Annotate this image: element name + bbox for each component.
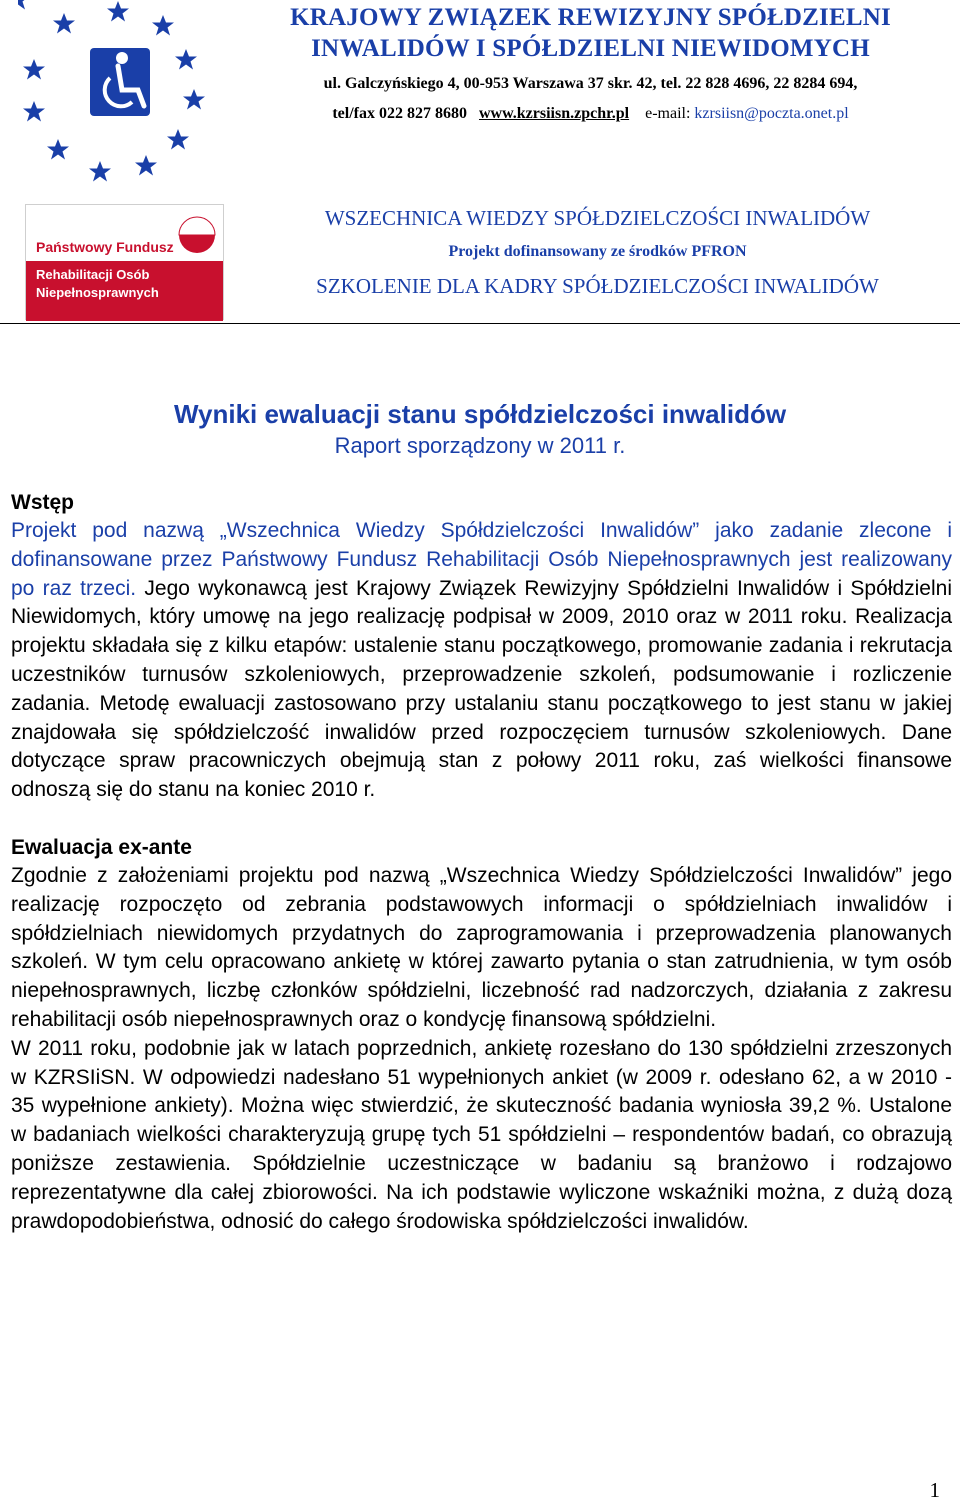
page-number: 1 [929, 1478, 940, 1502]
email-label: e-mail: [645, 105, 691, 122]
report-content [11, 488, 952, 1236]
project-title: WSZECHNICA WIEDZY SPÓŁDZIELCZOŚCI INWALIDÓW [324, 206, 871, 230]
website-link[interactable]: www.kzrsiisn.zpchr.pl [478, 105, 630, 122]
paragraph-ex-ante-2 [11, 1035, 952, 1237]
address-line2 [228, 103, 953, 124]
section-heading-intro: Wstęp [11, 491, 74, 514]
pfron-text-line2: Rehabilitacji Osób [36, 267, 150, 282]
wheelchair-stars-logo [18, 0, 218, 185]
paragraph-ex-ante-2-text: W 2011 roku, podobnie jak w latach poprzednich, ankietę rozesłano do 130 spółdzielni zrzeszonych w KZRSIiSN. W odpowiedzi nadesłano 51 wypełnionych ankiet (w 2009 r. odesłano 62, a w 2010 - 35 wypełnione ankiety). Można więc stwierdzić, że skuteczność badania wyniosła 39,2 %. Ustalone w badaniach wielkości charakteryzują grupę tych 51 spółdzielni – respondentów badań, co obrazują poniższe zestawienia. Spółdzielnie uczestniczące w badaniu są branżowo i rodzajowo reprezentatywne dla całej zbiorowości. Na ich podstawie wyliczone wskaźniki można, z dużą dozą prawdopodobieństwa, odnosić do całego środowiska spółdzielczości inwalidów. [11, 1036, 952, 1233]
pfron-text-line3: Niepełnosprawnych [36, 285, 159, 300]
paragraph-intro-blue: Projekt pod nazwą „Wszechnica Wiedzy Spółdzielczości Inwalidów” jako zadanie zlecone i dofinansowane przez Państwowy Fundusz Rehabilitacji Osób Niepełnosprawnych jest realizowany po raz trzeci. [11, 519, 952, 600]
paragraph-ex-ante-1 [11, 862, 952, 1035]
project-subtitle: Projekt dofinansowany ze środków PFRON [448, 243, 747, 260]
report-title: Wyniki ewaluacji stanu spółdzielczości inwalidów [173, 399, 787, 429]
section-heading-ex-ante: Ewaluacja ex-ante [11, 835, 192, 859]
paragraph-intro-black: Jego wykonawcą jest Krajowy Związek Rewizyjny Spółdzielni Inwalidów i Spółdzielni Niewidomych, który umowę na jego realizację podpisał w 2009, 2010 oraz w 2011 roku. Realizacja projektu składała się z kilku etapów: ustalenie stanu początkowego, promowanie zadania i rekrutacja uczestników turnusów szkoleniowych, przeprowadzenie szkoleń, podsumowanie i rozliczenie zadania. Metodę ewaluacji zastosowano przy ustalaniu stanu początkowego to jest stanu w jakiej znajdowała się spółdzielczość inwalidów przed rozpoczęciem turnusów szkoleniowych. Dane dotyczące spraw pracowniczych obejmują stan z połowy 2011 roku, zaś wielkości finansowe odnoszą się do stanu na koniec 2010 r. [11, 576, 952, 802]
fax-number: tel/fax 022 827 8680 [332, 105, 467, 122]
report-subtitle: Raport sporządzony w 2011 r. [334, 433, 626, 458]
org-name-line2: INWALIDÓW I SPÓŁDZIELNI NIEWIDOMYCH [311, 35, 870, 62]
org-name-line1: KRAJOWY ZWIĄZEK REWIZYJNY SPÓŁDZIELNI [290, 4, 891, 31]
pfron-logo [25, 204, 224, 320]
organization-header [228, 2, 953, 124]
header-divider [0, 323, 960, 324]
pfron-flag-icon [177, 215, 217, 255]
pfron-text-line1: Państwowy Fundusz [36, 239, 174, 255]
project-header [240, 200, 955, 301]
paragraph-intro [11, 517, 952, 805]
address-line1: ul. Galczyńskiego 4, 00-953 Warszawa 37 skr. 42, tel. 22 828 4696, 22 8284 694, [323, 75, 858, 92]
section-gap [11, 805, 952, 833]
training-title: SZKOLENIE DLA KADRY SPÓŁDZIELCZOŚCI INWALIDÓW [316, 274, 879, 298]
email-link[interactable]: kzrsiisn@poczta.onet.pl [694, 105, 849, 122]
paragraph-ex-ante-1-text: Zgodnie z założeniami projektu pod nazwą „Wszechnica Wiedzy Spółdzielczości Inwalidów” jego realizację rozpoczęto od zebrania podstawowych informacji o spółdzielniach inwalidów i spółdzielniach niewidomych przydatnych do zaprogramowania i przeprowadzenia planowanych szkoleń. W tym celu opracowano ankietę w której zawarto pytania o stan zatrudnienia, w tym osób niepełnosprawnych, liczbę członków spółdzielni, liczebność rad nadzorczych, działania z zakresu rehabilitacji osób niepełnosprawnych oraz o kondycję finansową spółdzielni. [11, 863, 952, 1031]
